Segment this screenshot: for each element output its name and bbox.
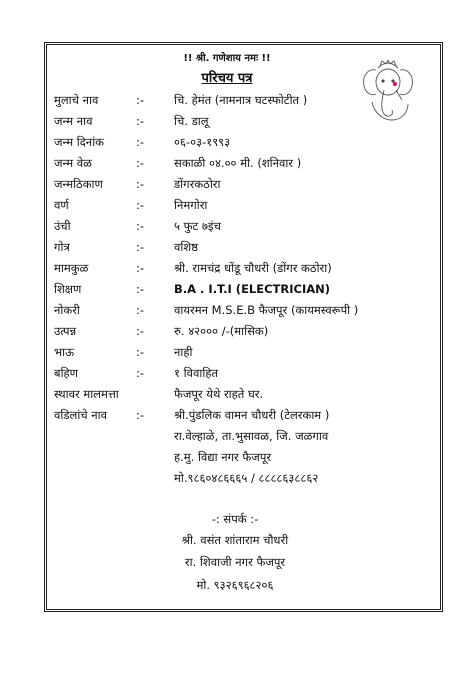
- detail-value: चि. हेमंत (नामनात्र घटस्फोटीत ): [174, 93, 308, 107]
- contact-name: श्री. वसंत शांताराम चौधरी: [181, 533, 289, 547]
- detail-value: वायरमन M.S.E.B फैजपूर (कायमस्वरूपी ): [174, 303, 359, 317]
- detail-separator: :-: [136, 303, 145, 317]
- detail-value: ५ फुट ७इंच: [174, 219, 221, 233]
- ganesha-sketch-icon: [358, 60, 418, 124]
- detail-value: चि. डालू: [174, 114, 209, 128]
- detail-label: बहिण: [54, 366, 78, 380]
- father-address: रा.वेल्हाळे, ता.भुसावळ, जि. जळगाव: [174, 429, 329, 443]
- detail-separator: :-: [136, 219, 145, 233]
- detail-value: श्री.पुंडलिक वामन चौधरी (टेलरकाम ): [174, 408, 330, 422]
- detail-label: जन्म वेळ: [54, 156, 92, 170]
- detail-value: सकाळी ०४.०० मी. (शनिवार ): [174, 156, 302, 170]
- detail-value: फैजपूर येथे राहते घर.: [174, 387, 264, 401]
- document-title: परिचय पत्र: [201, 71, 253, 86]
- contact-mobile: मो. ९३२६९६८२०६: [196, 578, 274, 592]
- detail-value: ०६-०३-१९९३: [174, 135, 231, 149]
- detail-label: उत्पन्न: [54, 324, 77, 338]
- detail-separator: :-: [136, 177, 145, 191]
- detail-value: रु. ४२००० /-(मासिक): [174, 324, 269, 338]
- invocation-line: !! श्री. गणेशाय नमः !!: [183, 53, 271, 64]
- detail-label: नोकरी: [54, 303, 80, 317]
- detail-value: निमगोरा: [174, 198, 208, 212]
- detail-separator: :-: [136, 282, 145, 296]
- detail-separator: :-: [136, 324, 145, 338]
- detail-separator: :-: [136, 366, 145, 380]
- detail-value: डोंगरकठोरा: [174, 177, 221, 191]
- detail-value: नाही: [174, 345, 193, 359]
- detail-label: स्थावर मालमत्ता: [54, 387, 119, 401]
- detail-value: १ विवाहित: [174, 366, 219, 380]
- detail-label: वर्ण: [54, 198, 69, 212]
- detail-separator: :-: [136, 261, 145, 275]
- detail-label: जन्मठिकाण: [54, 177, 103, 191]
- detail-label: उंची: [54, 219, 71, 233]
- detail-separator: :-: [136, 240, 145, 254]
- detail-separator: :-: [136, 93, 145, 107]
- detail-label: मुलाचे नाव: [54, 93, 99, 107]
- contact-address: रा. शिवाजी नगर फैजपूर: [184, 555, 286, 569]
- detail-separator: :-: [136, 114, 145, 128]
- detail-label: शिक्षण: [54, 282, 82, 296]
- detail-label: मामकुळ: [54, 261, 89, 275]
- detail-separator: :-: [136, 135, 145, 149]
- detail-separator: :-: [136, 408, 145, 422]
- father-current-residence: ह.मु. विद्या नगर फैजपूर: [174, 450, 272, 464]
- detail-separator: :-: [136, 156, 145, 170]
- detail-value: B.A . I.T.I (ELECTRICIAN): [174, 282, 331, 296]
- detail-label: वडिलांचे नाव: [54, 408, 108, 422]
- detail-label: जन्म नाव: [54, 114, 93, 128]
- detail-value: वशिष्ठ: [174, 240, 198, 254]
- father-mobile: मो.९८६०४८६६६५ / ८८८८६३८८६२: [174, 471, 319, 485]
- contact-heading: -: संपर्क :-: [211, 512, 259, 526]
- detail-separator: :-: [136, 198, 145, 212]
- detail-label: गोत्र: [54, 240, 70, 254]
- detail-label: भाऊ: [54, 345, 75, 359]
- detail-label: जन्म दिनांक: [54, 135, 105, 149]
- detail-value: श्री. रामचंद्र धोंडू चौधरी (डोंगर कठोरा): [174, 261, 332, 275]
- detail-separator: :-: [136, 345, 145, 359]
